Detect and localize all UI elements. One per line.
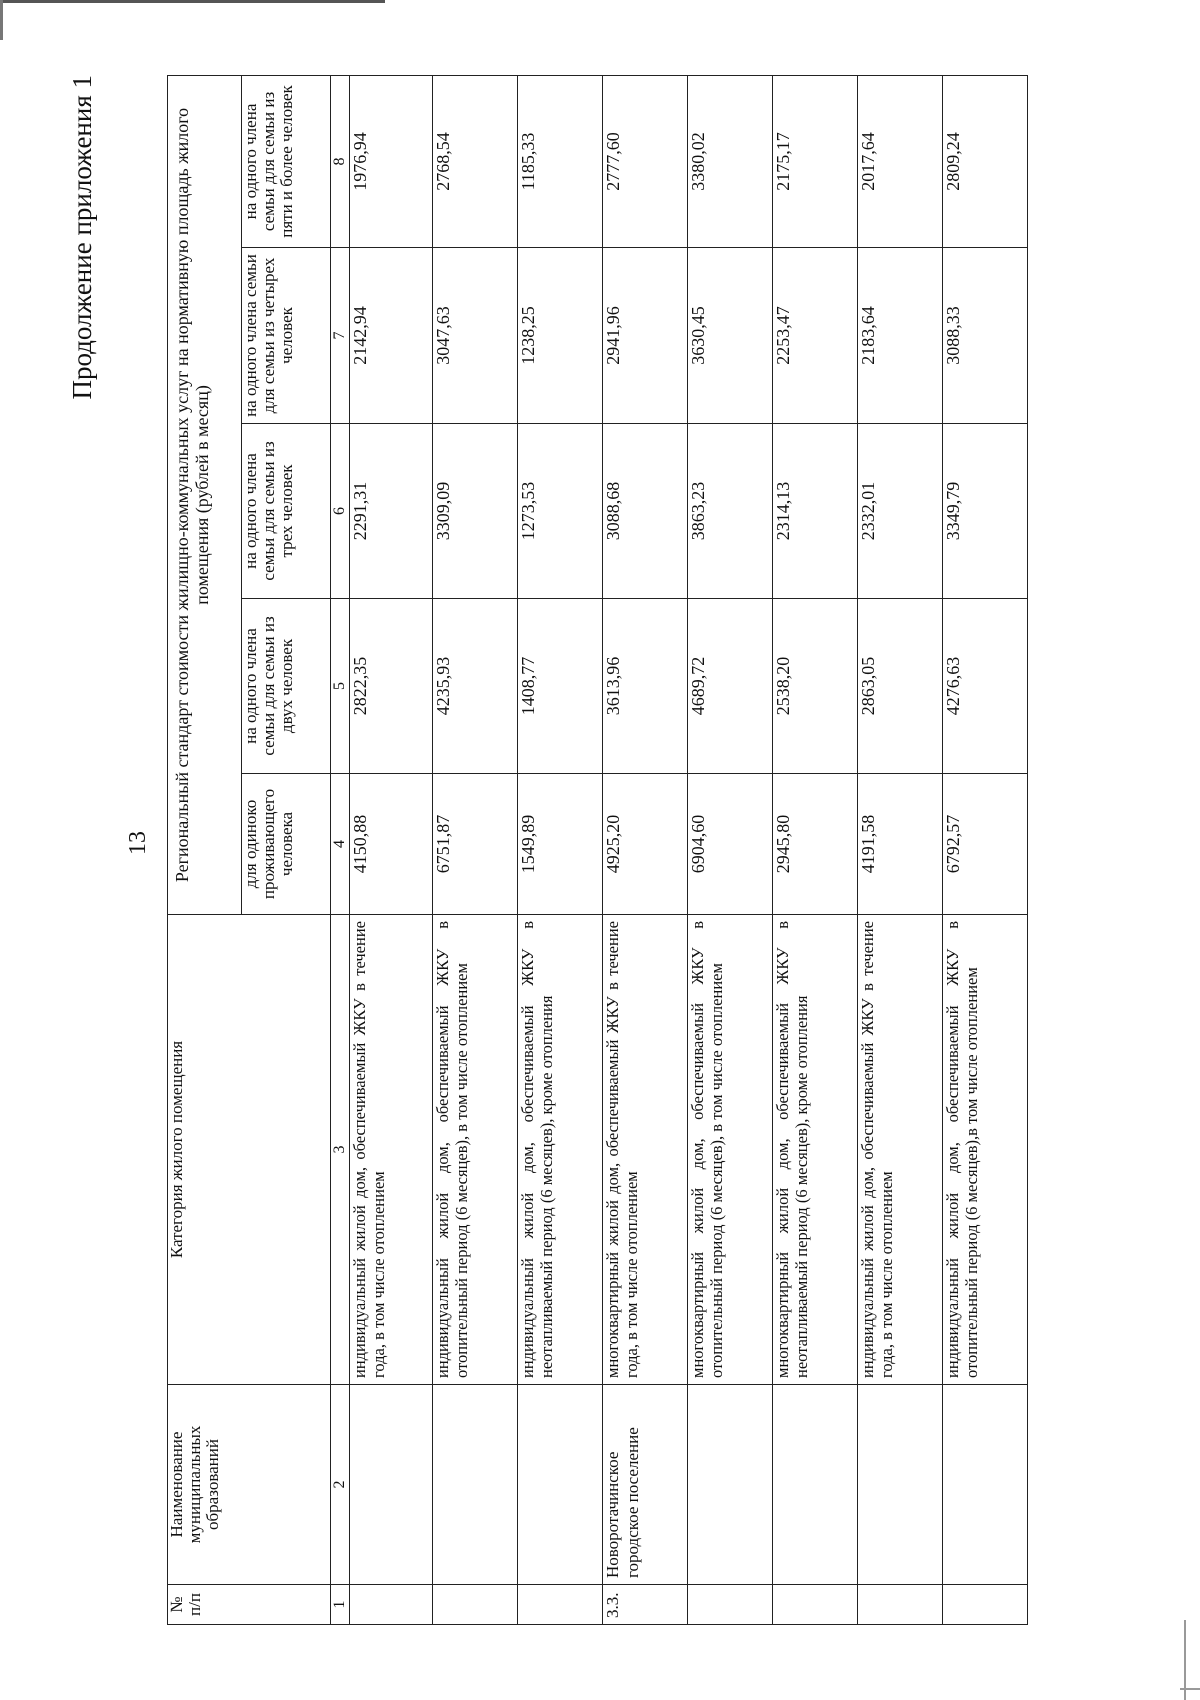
row-category: индивидуальный жилой дом, обеспечиваемый ЖКУ в течение года, в том числе отоплением (350, 915, 433, 1385)
value-two: 4276,63 (943, 599, 1028, 774)
value-four: 2183,64 (858, 248, 943, 424)
header-three: на одного члена семьи для семьи из трех человек (242, 424, 331, 599)
column-number: 5 (331, 599, 350, 774)
value-two: 1408,77 (518, 599, 603, 774)
header-single: для одиноко проживающего человека (242, 774, 331, 915)
value-five: 2777,60 (603, 75, 688, 247)
value-single: 4925,20 (603, 774, 688, 915)
scan-bottom-edge (1180, 1688, 1200, 1690)
table-row (518, 75, 603, 1624)
row-number (350, 1585, 433, 1625)
value-five: 3380,02 (688, 75, 773, 247)
value-single: 6792,57 (943, 774, 1028, 915)
table-row (433, 75, 518, 1624)
row-number (688, 1585, 773, 1625)
value-three: 2314,13 (773, 424, 858, 599)
table-row (943, 75, 1028, 1624)
table-row (688, 75, 773, 1624)
value-three: 1273,53 (518, 424, 603, 599)
tariff-table (167, 75, 1028, 1625)
row-number (773, 1585, 858, 1625)
value-single: 4191,58 (858, 774, 943, 915)
row-category: индивидуальный жилой дом, обеспечиваемый ЖКУ в отопительный период (6 месяцев),в том числе отоплением (943, 915, 1028, 1385)
value-five: 1185,33 (518, 75, 603, 247)
row-municipality (773, 1385, 858, 1585)
value-two: 2822,35 (350, 599, 433, 774)
value-single: 4150,88 (350, 774, 433, 915)
column-number: 7 (331, 248, 350, 424)
column-number-row (331, 75, 350, 1624)
value-five: 2768,54 (433, 75, 518, 247)
row-municipality (518, 1385, 603, 1585)
row-municipality (350, 1385, 433, 1585)
header-five: на одного члена семьи для семьи из пяти и более человек (242, 75, 331, 247)
row-category: индивидуальный жилой дом, обеспечиваемый ЖКУ в отопительный период (6 месяцев), в том числе отоплением (433, 915, 518, 1385)
value-four: 3630,45 (688, 248, 773, 424)
value-three: 3863,23 (688, 424, 773, 599)
table-row (858, 75, 943, 1624)
value-two: 2538,20 (773, 599, 858, 774)
header-row-1 (168, 75, 242, 1624)
row-category: индивидуальный жилой дом, обеспечиваемый ЖКУ в течение года, в том числе отоплением (858, 915, 943, 1385)
table-row (773, 75, 858, 1624)
table-row (603, 75, 688, 1624)
column-number: 3 (331, 915, 350, 1385)
row-category: многоквартирный жилой дом, обеспечиваемый ЖКУ в течение года, в том числе отоплением (603, 915, 688, 1385)
value-single: 1549,89 (518, 774, 603, 915)
column-number: 1 (331, 1585, 350, 1625)
column-number: 8 (331, 75, 350, 247)
value-five: 2809,24 (943, 75, 1028, 247)
value-three: 3309,09 (433, 424, 518, 599)
value-four: 2253,47 (773, 248, 858, 424)
row-number (433, 1585, 518, 1625)
value-three: 2332,01 (858, 424, 943, 599)
row-category: индивидуальный жилой дом, обеспечиваемый ЖКУ в неотапливаемый период (6 месяцев), кроме отопления (518, 915, 603, 1385)
row-municipality: Новоротачинское городское поселение (603, 1385, 688, 1585)
value-three: 3349,79 (943, 424, 1028, 599)
value-four: 2142,94 (350, 248, 433, 424)
row-category: многоквартирный жилой дом, обеспечиваемый ЖКУ в неотапливаемый период (6 месяцев), кроме отопления (773, 915, 858, 1385)
scan-left-edge (0, 0, 3, 40)
header-num: № п/п (168, 1585, 331, 1625)
row-number (858, 1585, 943, 1625)
value-five: 2017,64 (858, 75, 943, 247)
row-number (943, 1585, 1028, 1625)
row-number: 3.3. (603, 1585, 688, 1625)
value-four: 1238,25 (518, 248, 603, 424)
value-two: 3613,96 (603, 599, 688, 774)
value-four: 2941,96 (603, 248, 688, 424)
header-group: Региональный стандарт стоимости жилищно-коммунальных услуг на нормативную площадь жилого помещения (рублей в месяц) (168, 75, 242, 914)
row-municipality (943, 1385, 1028, 1585)
value-two: 4689,72 (688, 599, 773, 774)
value-single: 6904,60 (688, 774, 773, 915)
value-four: 3047,63 (433, 248, 518, 424)
document-page (67, 55, 1075, 1625)
row-municipality (688, 1385, 773, 1585)
continuation-label: Продолжение приложения 1 (67, 75, 97, 400)
header-four: на одного члена семьи для семьи из четырех человек (242, 248, 331, 424)
row-category: многоквартирный жилой дом, обеспечиваемый ЖКУ в отопительный период (6 месяцев), в том числе отоплением (688, 915, 773, 1385)
value-two: 2863,05 (858, 599, 943, 774)
column-number: 6 (331, 424, 350, 599)
value-single: 2945,80 (773, 774, 858, 915)
value-five: 2175,17 (773, 75, 858, 247)
row-municipality (858, 1385, 943, 1585)
value-three: 2291,31 (350, 424, 433, 599)
header-category: Категория жилого помещения (168, 915, 331, 1385)
header-two: на одного члена семьи для семьи из двух человек (242, 599, 331, 774)
column-number: 4 (331, 774, 350, 915)
header-municipality: Наименование муниципальных образований (168, 1385, 331, 1585)
row-number (518, 1585, 603, 1625)
value-five: 1976,94 (350, 75, 433, 247)
value-three: 3088,68 (603, 424, 688, 599)
scan-top-edge (0, 0, 385, 3)
value-single: 6751,87 (433, 774, 518, 915)
value-two: 4235,93 (433, 599, 518, 774)
value-four: 3088,33 (943, 248, 1028, 424)
table-row (350, 75, 433, 1624)
column-number: 2 (331, 1385, 350, 1585)
page-number: 13 (125, 831, 151, 855)
row-municipality (433, 1385, 518, 1585)
